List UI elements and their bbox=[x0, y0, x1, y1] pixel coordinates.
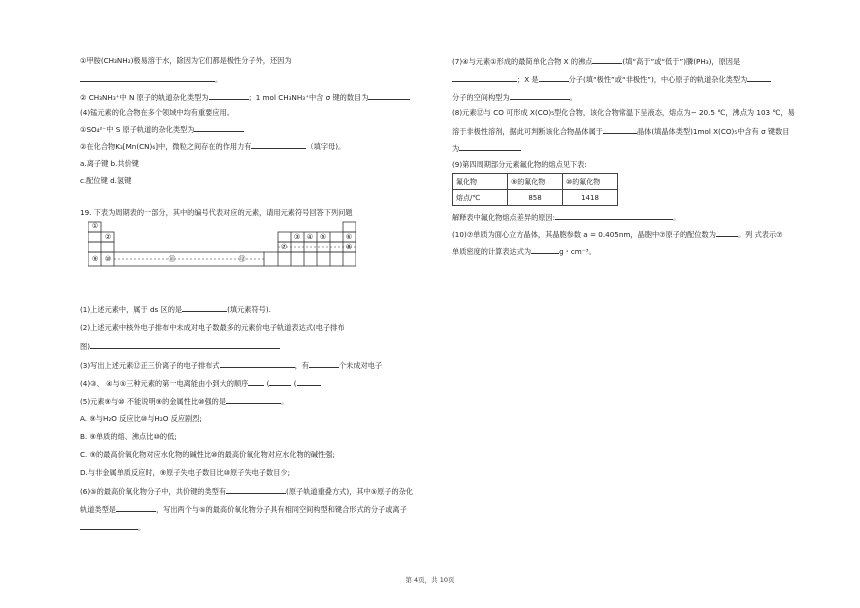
answer-blank[interactable] bbox=[209, 92, 249, 100]
answer-blank[interactable] bbox=[555, 212, 673, 220]
text-line: 为 bbox=[452, 143, 521, 153]
element-11-label: ⑪ bbox=[168, 255, 176, 263]
option-line: a.离子键 b.共价键 bbox=[80, 159, 139, 168]
answer-blank[interactable] bbox=[531, 246, 559, 254]
text-line: (10)⑦单质为面心立方晶体，其晶胞参数 a = 0.405nm，晶胞中⑦原子的配位数为 。列 式表示⑦ bbox=[452, 230, 783, 239]
text-line: ；X 是 分子(填“极性”或“非极性”)，中心原子的轨道杂化类型为 bbox=[452, 74, 771, 84]
answer-blank[interactable] bbox=[368, 92, 410, 100]
option-line: B. ⑨单质的熔、沸点比⑩的低; bbox=[80, 432, 177, 441]
answer-blank[interactable] bbox=[716, 229, 738, 237]
element-3-label: ③ bbox=[293, 233, 301, 241]
answer-blank[interactable] bbox=[90, 341, 280, 349]
answer-blank[interactable] bbox=[80, 74, 215, 82]
answer-blank[interactable] bbox=[269, 378, 291, 386]
element-8-label: ⑧ bbox=[345, 243, 353, 251]
element-1-label: ① bbox=[91, 222, 99, 230]
text-line: (9)第四周期部分元素氟化物的熔点见下表: bbox=[452, 160, 587, 169]
text-line: ②在化合物K₃[Mn(CN)₆]中，微粒之间存在的作用力有 （填字母)。 bbox=[80, 142, 346, 151]
table-cell: ⑩的氟化物 bbox=[563, 174, 618, 190]
answer-blank[interactable] bbox=[116, 504, 156, 512]
text-line: (7)④与元素①形成的最简单化合物 X 的沸点 (填“高于”或“低于”)膦(PH₃)，原因是 bbox=[452, 57, 741, 66]
answer-blank[interactable] bbox=[251, 141, 306, 149]
option-line: c.配位键 d.氢键 bbox=[80, 176, 132, 185]
element-9-label: ⑨ bbox=[91, 255, 99, 263]
text-line: ①SO₄²⁻中 S 原子轨道的杂化类型为 bbox=[80, 124, 244, 134]
answer-blank[interactable] bbox=[182, 304, 227, 312]
answer-blank[interactable] bbox=[226, 396, 281, 404]
text-line: 溶于非极性溶剂，据此可判断该化合物晶体属于 晶体(填晶体类型)1mol X(CO)₅中含有 σ 键数目 bbox=[452, 127, 790, 136]
text-line: (6)⑤的最高价氧化物分子中，共价键的类型有 (原子轨道重叠方式)，其中⑤原子的杂化 bbox=[80, 487, 414, 496]
table-cell: 858 bbox=[508, 190, 563, 206]
text-line: 分子的空间构型为 。 bbox=[452, 93, 577, 102]
answer-blank[interactable] bbox=[452, 74, 517, 82]
periodic-table-grid bbox=[88, 220, 356, 272]
text-line: 。 bbox=[80, 522, 145, 532]
text-line: 轨道类型是 ，写出两个与⑤的最高价氧化物分子具有相同空间构型和键合形式的分子或离子 bbox=[80, 505, 407, 514]
page-footer: 第 4页，共 10页 bbox=[405, 576, 455, 584]
element-5-label: ⑤ bbox=[319, 233, 327, 241]
answer-blank[interactable] bbox=[194, 124, 244, 132]
text-line: (5)元素⑨与⑩ 不能说明⑨的金属性比⑩强的是 。 bbox=[80, 397, 289, 406]
answer-blank[interactable] bbox=[226, 486, 286, 494]
answer-blank[interactable] bbox=[459, 143, 521, 151]
table-row bbox=[453, 174, 618, 190]
answer-blank[interactable] bbox=[603, 126, 637, 134]
answer-blank[interactable] bbox=[309, 360, 339, 368]
element-6-label: ⑥ bbox=[345, 233, 353, 241]
text-line: (2)上述元素中核外电子排布中未成对电子数最多的元素价电子轨道表达式(电子排布 bbox=[80, 323, 345, 332]
answer-blank[interactable] bbox=[510, 92, 570, 100]
table-cell: ⑨的氟化物 bbox=[508, 174, 563, 190]
answer-blank[interactable] bbox=[539, 74, 569, 82]
element-10-label: ⑩ bbox=[104, 255, 112, 263]
option-line: A. ⑨与H₂O 反应比⑩与H₂O 反应剧烈; bbox=[80, 414, 202, 423]
answer-blank[interactable] bbox=[297, 378, 321, 386]
option-line: D.与非金属单质反应时，⑨原子失电子数目比⑩原子失电子数目少; bbox=[80, 468, 291, 477]
element-4-label: ④ bbox=[306, 233, 314, 241]
answer-blank[interactable] bbox=[248, 378, 264, 386]
text-line: 图) bbox=[80, 341, 280, 351]
question-19-title: 19. 下表为周期表的一部分，其中的编号代表对应的元素，请用元素符号回答下列问题 bbox=[80, 208, 353, 217]
answer-blank[interactable] bbox=[747, 74, 771, 82]
text-line: (1)上述元素中，属于 ds 区的是 (填元素符号). bbox=[80, 305, 271, 314]
periodic-table-fragment bbox=[88, 220, 356, 272]
table-cell: 氟化物 bbox=[453, 174, 508, 190]
fluoride-table bbox=[452, 173, 618, 206]
text-line: 。 bbox=[80, 74, 222, 84]
text-line: (8)元素⑫与 CO 可形成 X(CO)₅型化合物，该化合物常温下呈液态，熔点为− 20.5 ℃，沸点为 103 ℃，易 bbox=[452, 108, 795, 117]
answer-blank[interactable] bbox=[80, 522, 138, 530]
answer-blank[interactable] bbox=[220, 360, 295, 368]
element-7-label: ⑦ bbox=[280, 243, 288, 251]
text-line: (4)③、 ④与⑤三种元素的第一电离能由小到大的顺序 ( ( bbox=[80, 378, 321, 388]
table-cell: 1418 bbox=[563, 190, 618, 206]
text-line: ② CH₃NH₃⁺中 N 原子的轨道杂化类型为 ；1 mol CH₃NH₃⁺中含 σ 键的数目为 bbox=[80, 92, 410, 102]
element-2-label: ② bbox=[104, 233, 112, 241]
text-line: (4)锰元素的化合物在多个领域中均有重要应用。 bbox=[80, 108, 234, 117]
text-line: 单质密度的计算表达式为 g・cm⁻³。 bbox=[452, 247, 596, 256]
text-line: (3)写出上述元素⑫正三价离子的电子排布式 ，有 个未成对电子 bbox=[80, 361, 383, 370]
text-line: 解释表中氟化物熔点差异的原因: 。 bbox=[452, 213, 681, 222]
table-cell: 熔点/℃ bbox=[453, 190, 508, 206]
option-line: C. ⑨的最高价氧化物对应水化物的碱性比⑩的最高价氧化物对应水化物的碱性强; bbox=[80, 450, 335, 459]
element-12-label: ⑫ bbox=[238, 255, 246, 263]
table-row bbox=[453, 190, 618, 206]
text-line: ①甲胺(CH₃NH₂)极易溶于水，除因为它们都是极性分子外，还因为 bbox=[80, 56, 292, 65]
answer-blank[interactable] bbox=[592, 56, 622, 64]
